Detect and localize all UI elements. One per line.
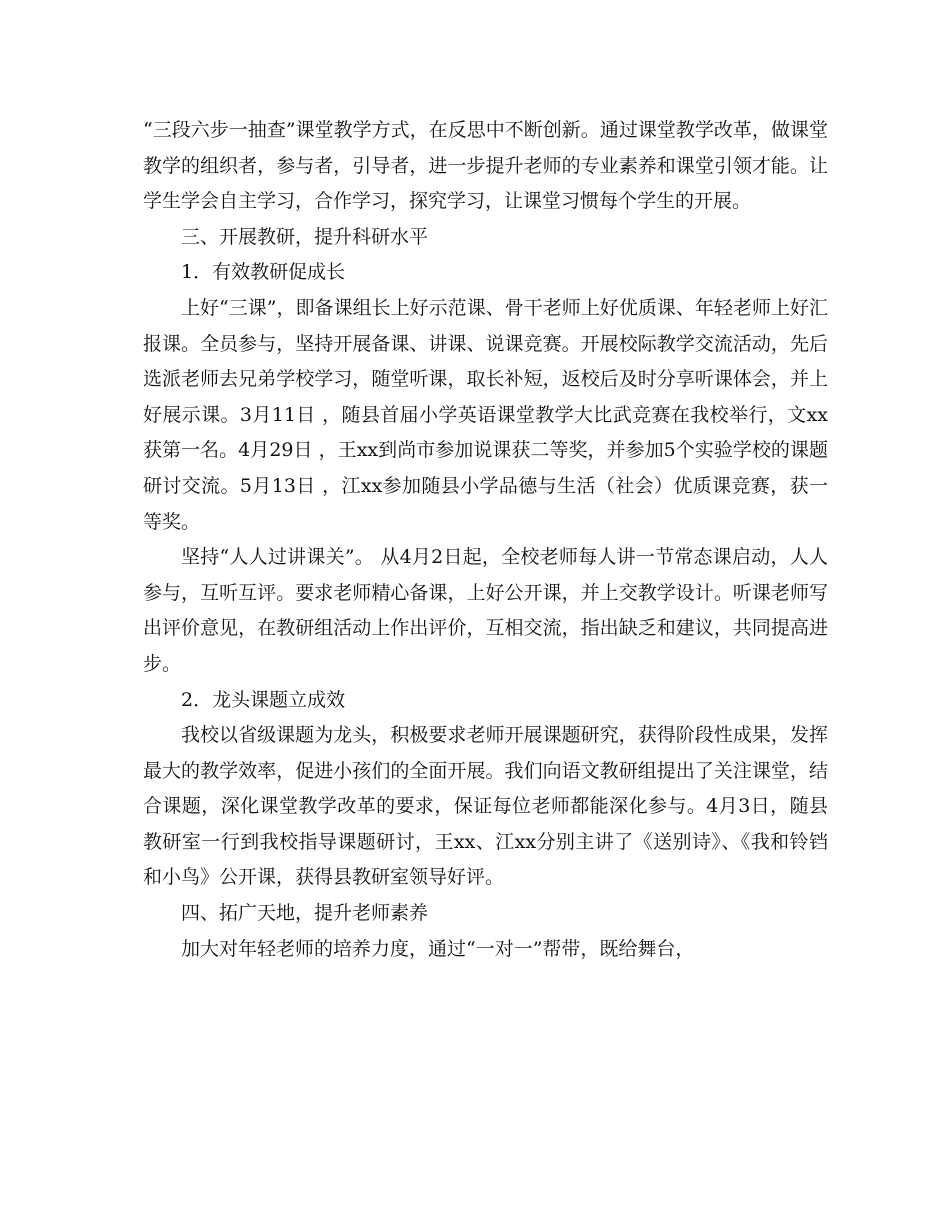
subsection-heading-3-1: 1．有效教研促成长 xyxy=(181,261,346,284)
section-heading-3: 三、开展教研，提升科研水平 xyxy=(181,225,429,248)
paragraph-young-teachers: 加大对年轻老师的培养力度，通过“一对一”帮带，既给舞台， xyxy=(181,937,695,960)
paragraph-intro: “三段六步一抽查”课堂教学方式，在反思中不断创新。通过课堂教学改革，做课堂教学的组织者，参与者，引导者，进一步提升老师的专业素养和课堂引领才能。让学生学会自主学习，合作学习，探究学习，让课堂习惯每个学生的开展。 xyxy=(143,119,828,213)
paragraph-research-topic: 我校以省级课题为龙头，积极要求老师开展课题研究，获得阶段性成果，发挥最大的教学效率，促进小孩们的全面开展。我们向语文教研组提出了关注课堂，结合课题，深化课堂教学改革的要求，保证每位老师都能深化参与。4月3日，随县教研室一行到我校指导课题研讨，王xx、江xx分别主讲了《送别诗》、《我和铃铛和小鸟》公开课，获得县教研室领导好评。 xyxy=(143,724,828,889)
subsection-heading-3-2: 2．龙头课题立成效 xyxy=(181,688,346,711)
document-body xyxy=(143,113,828,967)
section-heading-4: 四、拓广天地，提升老师素养 xyxy=(181,902,429,925)
paragraph-three-lessons: 上好“三课”，即备课组长上好示范课、骨干老师上好优质课、年轻老师上好汇报课。全员参与，坚持开展备课、讲课、说课竞赛。开展校际教学交流活动，先后选派老师去兄弟学校学习，随堂听课，取长补短，返校后及时分享听课体会，并上好展示课。3月11日 ，随县首届小学英语课堂教学大比武竞赛在我校举行，文xx获第一名。4月29日 ，王xx到尚市参加说课获二等奖，并参加5个实验学校的课题研讨交流。5月13日 ，江xx参加随县小学品德与生活（社会）优质课竞赛，获一等奖。 xyxy=(143,296,828,533)
paragraph-lecture-pass: 坚持“人人过讲课关”。 从4月2日起，全校老师每人讲一节常态课启动，人人参与，互听互评。要求老师精心备课，上好公开课，并上交教学设计。听课老师写出评价意见，在教研组活动上作出评价，互相交流，指出缺乏和建议，共同提高进步。 xyxy=(143,546,828,675)
